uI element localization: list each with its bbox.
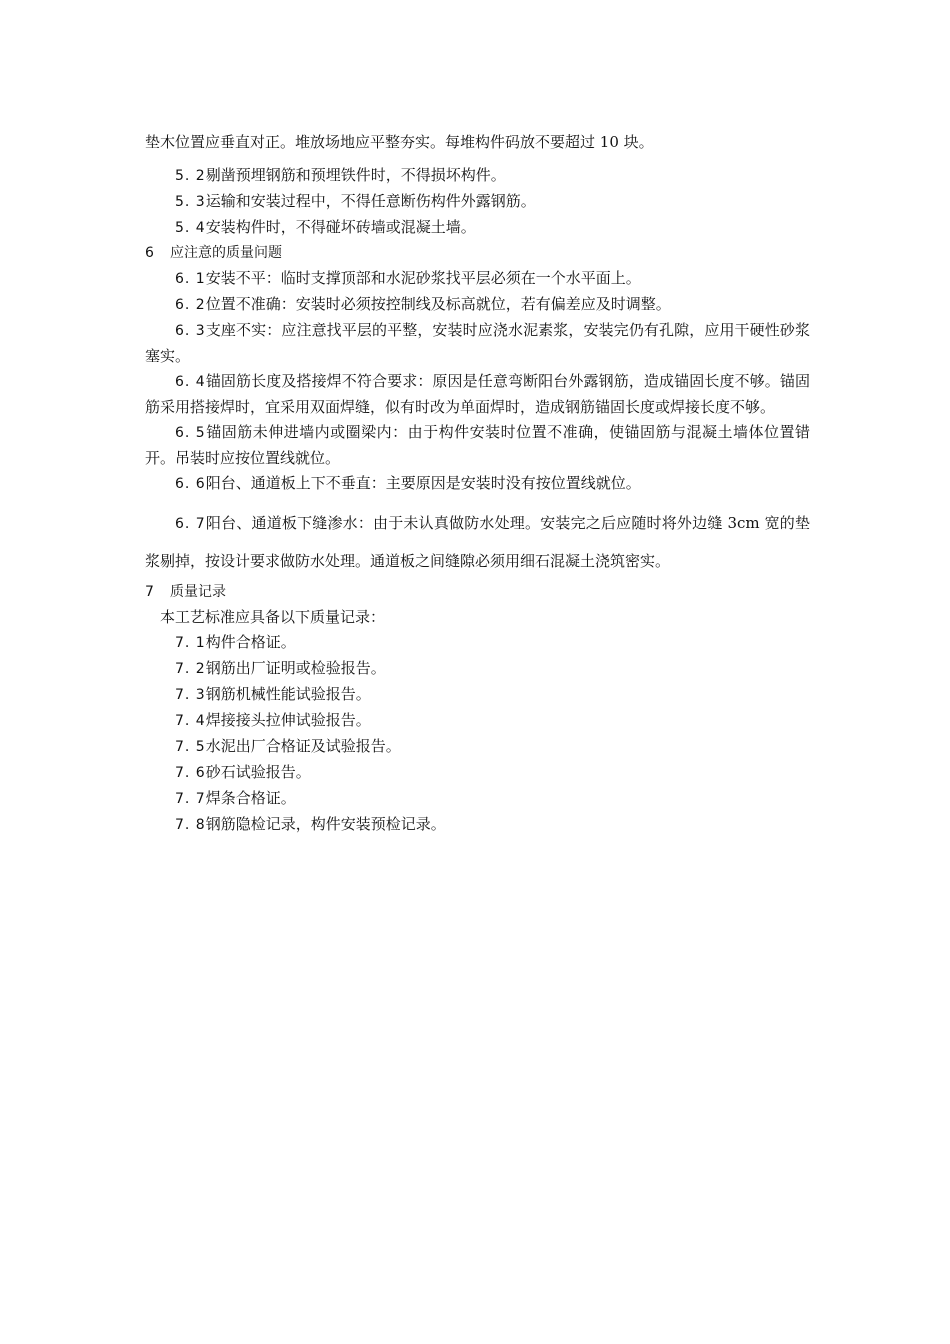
item-number: 6. 6: [175, 476, 206, 492]
item-text: 阳台、通道板下缝渗水：由于未认真做防水处理。安装完之后应随时将外边缝 3cm 宽的垫浆剔掉，按设计要求做防水处理。通道板之间缝隙必须用细石混凝土浇筑密实。: [145, 514, 810, 570]
item-text: 锚固筋未伸进墙内或圈梁内：由于构件安装时位置不准确，使锚固筋与混凝土墙体位置错开。吊装时应按位置线就位。: [145, 423, 810, 467]
list-item: [145, 708, 810, 734]
item-number: 7. 5: [175, 739, 206, 755]
item-text: 钢筋出厂证明或检验报告。: [205, 659, 386, 677]
item-number: 6. 3: [175, 323, 206, 339]
section-title: 质量记录: [170, 584, 226, 600]
item-text: 安装构件时，不得碰坏砖墙或混凝土墙。: [205, 218, 476, 236]
item-number: 7. 7: [175, 791, 206, 807]
item-number: 5. 3: [175, 194, 206, 210]
item-number: 6. 4: [175, 374, 206, 390]
intro-line: 垫木位置应垂直对正。堆放场地应平整夯实。每堆构件码放不要超过 10 块。: [145, 133, 654, 151]
list-item: [145, 318, 810, 369]
list-item: [145, 420, 810, 471]
section-number: 6: [145, 245, 154, 261]
list-item: [145, 505, 810, 580]
list-item: [145, 812, 810, 838]
spacer: [145, 155, 810, 163]
item-number: 6. 2: [175, 297, 206, 313]
item-text: 焊接接头拉伸试验报告。: [205, 711, 371, 729]
item-text: 水泥出厂合格证及试验报告。: [205, 737, 401, 755]
item-number: 6. 5: [175, 425, 206, 441]
list-item: [145, 471, 810, 497]
item-text: 构件合格证。: [205, 633, 296, 651]
item-text: 阳台、通道板上下不垂直：主要原因是安装时没有按位置线就位。: [205, 474, 641, 492]
item-number: 7. 6: [175, 765, 206, 781]
item-text: 钢筋机械性能试验报告。: [205, 685, 371, 703]
list-item: [145, 163, 810, 189]
list-item: [145, 682, 810, 708]
section7-heading: [145, 580, 810, 605]
item-number: 7. 4: [175, 713, 206, 729]
item-text: 位置不准确：安装时必须按控制线及标高就位，若有偏差应及时调整。: [205, 295, 671, 313]
item-text: 焊条合格证。: [205, 789, 296, 807]
list-item: [145, 656, 810, 682]
list-item: [145, 734, 810, 760]
item-number: 7. 1: [175, 635, 206, 651]
section7-intro: 本工艺标准应具备以下质量记录：: [160, 608, 386, 626]
list-item: [145, 292, 810, 318]
item-number: 7. 8: [175, 817, 206, 833]
document-page: [145, 130, 810, 838]
spacer: [145, 497, 810, 505]
list-item: [145, 369, 810, 420]
section6-heading: [145, 241, 810, 266]
item-text: 支座不实：应注意找平层的平整，安装时应浇水泥素浆，安装完仍有孔隙，应用干硬性砂浆塞实。: [145, 321, 810, 365]
item-number: 6. 7: [175, 516, 206, 532]
list-item: [145, 189, 810, 215]
section-title: 应注意的质量问题: [170, 245, 282, 261]
item-number: 6. 1: [175, 271, 206, 287]
list-item: [145, 630, 810, 656]
list-item: [145, 215, 810, 241]
item-text: 钢筋隐检记录，构件安装预检记录。: [205, 815, 446, 833]
item-text: 运输和安装过程中，不得任意断伤构件外露钢筋。: [205, 192, 536, 210]
item-number: 7. 3: [175, 687, 206, 703]
list-item: [145, 786, 810, 812]
item-number: 7. 2: [175, 661, 206, 677]
item-text: 剔凿预埋钢筋和预埋铁件时，不得损坏构件。: [205, 166, 506, 184]
section5-list: [145, 163, 810, 241]
section-number: 7: [145, 584, 154, 600]
list-item: [145, 760, 810, 786]
item-number: 5. 2: [175, 168, 206, 184]
section6-list: [145, 266, 810, 497]
item-text: 安装不平：临时支撑顶部和水泥砂浆找平层必须在一个水平面上。: [205, 269, 641, 287]
section7-list: [145, 630, 810, 838]
item-text: 砂石试验报告。: [205, 763, 311, 781]
item-text: 锚固筋长度及搭接焊不符合要求：原因是任意弯断阳台外露钢筋，造成锚固长度不够。锚固筋采用搭接焊时，宜采用双面焊缝，似有时改为单面焊时，造成钢筋锚固长度或焊接长度不够。: [145, 372, 810, 416]
item-number: 5. 4: [175, 220, 206, 236]
section6-list-cont: [145, 505, 810, 580]
list-item: [145, 266, 810, 292]
